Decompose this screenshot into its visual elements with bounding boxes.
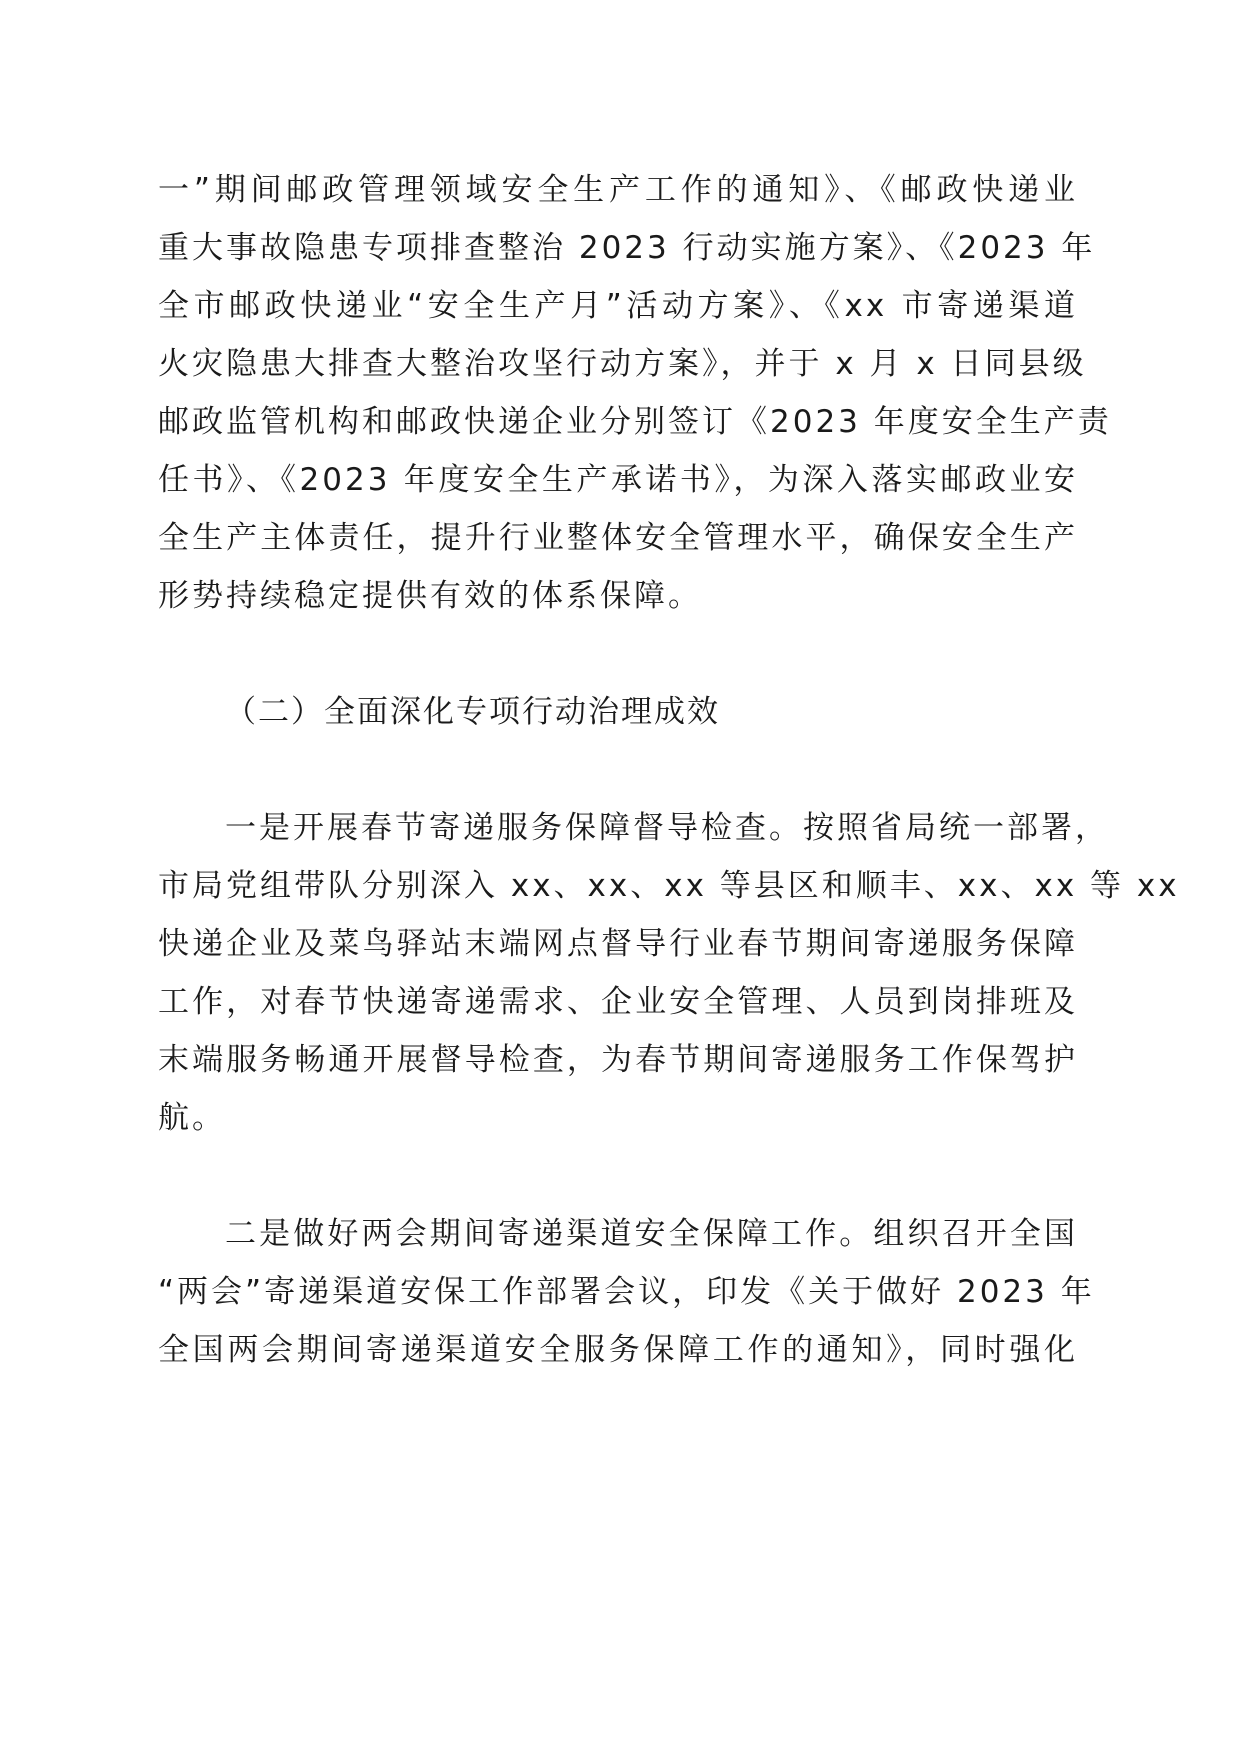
body-text-line: 二是做好两会期间寄递渠道安全保障工作。组织召开全国 [225,1216,1078,1252]
section-heading: （二）全面深化专项行动治理成效 [225,694,720,730]
body-text-line: 全生产主体责任，提升行业整体安全管理水平，确保安全生产 [158,520,1078,556]
body-text-line: 工作，对春节快递寄递需求、企业安全管理、人员到岗排班及 [158,984,1078,1020]
body-text-line: 一”期间邮政管理领域安全生产工作的通知》、《邮政快递业 [158,172,1078,208]
body-text-line: 邮政监管机构和邮政快递企业分别签订《2023 年度安全生产责 [158,404,1112,440]
body-text-line: “两会”寄递渠道安保工作部署会议，印发《关于做好 2023 年 [158,1274,1095,1310]
body-text-line: 全市邮政快递业“安全生产月”活动方案》、《xx 市寄递渠道 [158,288,1078,324]
body-text-line: 航。 [158,1100,226,1136]
body-text-line: 形势持续稳定提供有效的体系保障。 [158,578,702,614]
body-text-line: 火灾隐患大排查大整治攻坚行动方案》，并于 x 月 x 日同县级 [158,346,1087,382]
body-text-line: 一是开展春节寄递服务保障督导检查。按照省局统一部署， [225,810,1109,846]
body-text-line: 任书》、《2023 年度安全生产承诺书》，为深入落实邮政业安 [158,462,1078,498]
body-text-line: 快递企业及菜鸟驿站末端网点督导行业春节期间寄递服务保障 [158,926,1078,962]
body-text-line: 末端服务畅通开展督导检查，为春节期间寄递服务工作保驾护 [158,1042,1078,1078]
body-text-line: 市局党组带队分别深入 xx、xx、xx 等县区和顺丰、xx、xx 等 xx [158,868,1180,904]
body-text-line: 重大事故隐患专项排查整治 2023 行动实施方案》、《2023 年 [158,230,1096,266]
body-text-line: 全国两会期间寄递渠道安全服务保障工作的通知》，同时强化 [158,1332,1078,1368]
